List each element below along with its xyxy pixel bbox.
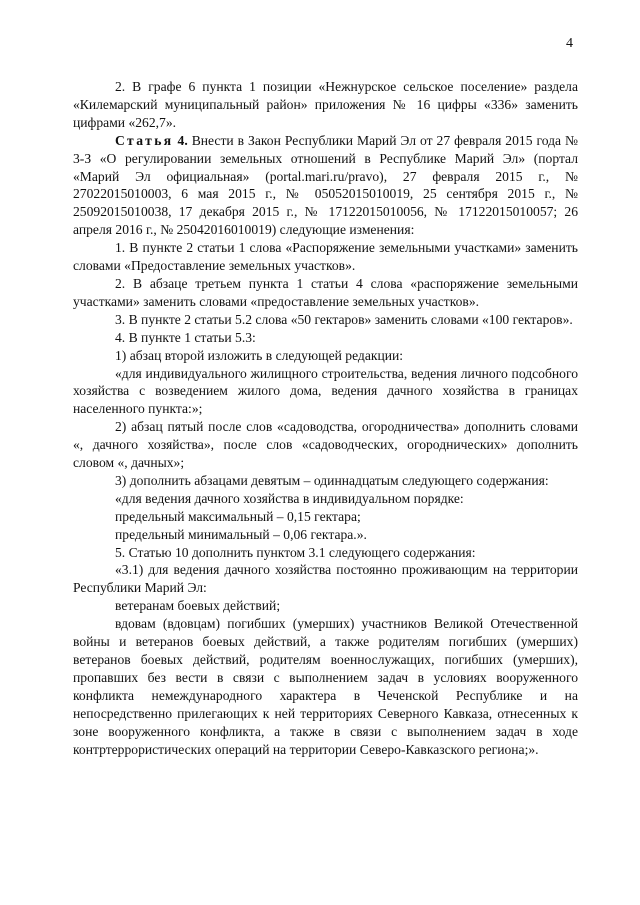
article-paragraph [73,132,578,239]
paragraph: 2) абзац пятый после слов «садоводства, огородничества» дополнить словами «, дачного хозяйства», после слов «садоводческих, огороднических» дополнить словом «, дачных»; [73,419,578,471]
document-body [73,78,578,758]
paragraph: вдовам (вдовцам) погибших (умерших) участников Великой Отечественной войны и ветеранов боевых действий, а также родителям погибших (умерших) ветеранов боевых действий, родителям военнослужащих, погибших (умерших), пропавших без вести в связи с выполнением задач в условиях вооруженного конфликта немеждународного характера в Чеченской Республике и на непосредственно прилегающих к ней территориях Северного Кавказа, отнесенных к зоне вооруженного конфликта, а также в связи с выполнением задач в ходе контртеррористических операций на территории Северо-Кавказского региона;». [73,616,578,757]
paragraph: 2. В графе 6 пункта 1 позиции «Нежнурское сельское поселение» раздела «Килемарский муниципальный район» приложения № 16 цифры «336» заменить цифрами «262,7». [73,79,578,130]
paragraph: 1. В пункте 2 статьи 1 слова «Распоряжение земельными участками» заменить словами «Предоставление земельных участков». [73,240,578,274]
article-text: Внести в Закон Республики Марий Эл от 27 февраля 2015 года № 3-З «О регулировании земельных отношений в Республике Марий Эл» (портал «Марий Эл официальная» (portal.mari.ru/pravo), 27 февраля 2015 г., № 27022015010003, 6 мая 2015 г., № 05052015010019, 25 сентября 2015 г., № 25092015010038, 17 декабря 2015 г., № 17122015010056, № 17122015010057; 26 апреля 2016 г., № 25042016010019) следующие изменения: [73,132,578,238]
paragraph: 5. Статью 10 дополнить пунктом 3.1 следующего содержания: [115,544,476,560]
paragraph: 4. В пункте 1 статьи 5.3: [115,329,256,345]
page-number: 4 [566,36,573,51]
paragraph: ветеранам боевых действий; [115,598,281,614]
paragraph: 3) дополнить абзацами девятым – одиннадцатым следующего содержания: [115,472,549,488]
article-number: 4. [177,132,188,148]
paragraph: «3.1) для ведения дачного хозяйства постоянно проживающим на территории Республики Марий Эл: [73,562,578,596]
paragraph: 1) абзац второй изложить в следующей редакции: [115,347,404,363]
paragraph: 3. В пункте 2 статьи 5.2 слова «50 гектаров» заменить словами «100 гектаров». [115,311,573,327]
article-heading: Статья [115,132,174,148]
paragraph: «для индивидуального жилищного строительства, ведения личного подсобного хозяйства с возведением жилого дома, ведения дачного хозяйства в границах населенного пункта:»; [73,365,578,417]
paragraph: «для ведения дачного хозяйства в индивидуальном порядке: [115,490,464,506]
paragraph: предельный минимальный – 0,06 гектара.». [115,526,367,542]
paragraph: предельный максимальный – 0,15 гектара; [115,508,361,524]
paragraph: 2. В абзаце третьем пункта 1 статьи 4 слова «распоряжение земельными участками» заменить словами «предоставление земельных участков». [73,275,578,309]
